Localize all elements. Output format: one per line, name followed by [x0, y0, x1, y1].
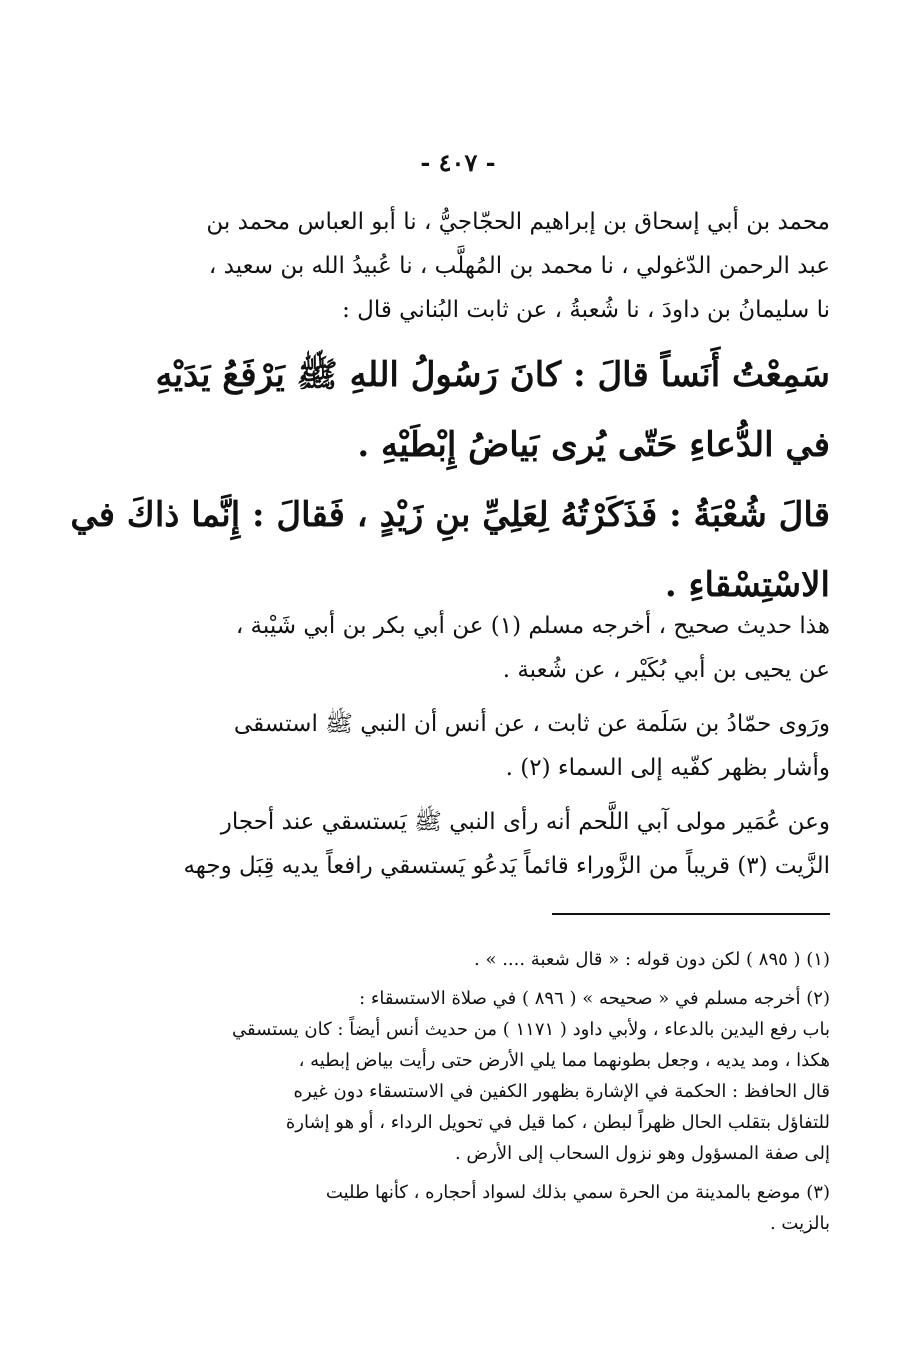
footnote-line: بالزيت .: [769, 1213, 830, 1234]
footnote-line: (٢) أخرجه مسلم في « صحيحه » ( ٨٩٦ ) في صلاة الاستسقاء :: [359, 988, 830, 1009]
hadith-line: سَمِعْتُ أَنَساً قالَ : كانَ رَسُولُ اللهِ ﷺ يَرْفَعُ يَدَيْهِ: [155, 355, 830, 395]
footnote-line: إلى صفة المسؤول وهو نزول السحاب إلى الأرض .: [454, 1143, 830, 1164]
hadith-line: قالَ شُعْبَةُ : فَذَكَرْتُهُ لِعَلِيِّ بنِ زَيْدٍ ، فَقالَ : إِنَّما ذاكَ في: [70, 495, 830, 535]
paragraph-line: ورَوى حمّادُ بن سَلَمة عن ثابت ، عن أنس أن النبي ﷺ استسقى: [233, 711, 830, 737]
footnote: [170, 944, 830, 975]
commentary: [170, 604, 830, 898]
paragraph: [170, 702, 830, 790]
isnad-line: محمد بن أبي إسحاق بن إبراهيم الحجّاجيُّ ، نا أبو العباس محمد بن: [206, 209, 830, 235]
footnote-line: باب رفع اليدين بالدعاء ، ولأبي داود ( ١١٧١ ) من حديث أنس أيضاً : كان يستسقي: [232, 1019, 830, 1040]
paragraph-line: عن يحيى بن أبي بُكَيْر ، عن شُعبة .: [502, 657, 830, 683]
paragraph: [170, 604, 830, 692]
footnote-line: (١) ( ٨٩٥ ) لكن دون قوله : « قال شعبة .... » .: [474, 949, 830, 970]
footnote-line: للتفاؤل بتقلب الحال ظهراً لبطن ، كما قيل في تحويل الرداء ، أو هو إشارة: [285, 1112, 830, 1133]
isnad-line: عبد الرحمن الدّغولي ، نا محمد بن المُهلَّب ، نا عُبيدُ الله بن سعيد ،: [208, 253, 830, 279]
footnotes: [170, 944, 830, 1247]
paragraph-line: وأشار بظهر كفّيه إلى السماء (٢) .: [505, 755, 830, 781]
paragraph-line: هذا حديث صحيح ، أخرجه مسلم (١) عن أبي بكر بن أبي شَيْبة ،: [235, 613, 830, 639]
footnote: [170, 1177, 830, 1239]
paragraph-line: وعن عُمَير مولى آبي اللَّحم أنه رأى النبي ﷺ يَستسقي عند أحجار: [220, 809, 830, 835]
footnote: [170, 983, 830, 1169]
page-number: - ٤٠٧ -: [420, 148, 496, 177]
hadith-line: في الدُّعاءِ حَتّى يُرى بَياضُ إِبْطَيْهِ .: [357, 425, 830, 465]
hadith-line: الاسْتِسْقاءِ .: [664, 565, 830, 605]
paragraph: [170, 800, 830, 888]
isnad-chain: [170, 200, 830, 332]
footnote-separator: [552, 913, 830, 915]
footnote-line: (٣) موضع بالمدينة من الحرة سمي بذلك لسواد أحجاره ، كأنها طليت: [325, 1182, 830, 1203]
footnote-line: قال الحافظ : الحكمة في الإشارة بظهور الكفين في الاستسقاء دون غيره: [293, 1081, 830, 1102]
hadith-text: [70, 340, 830, 620]
paragraph-line: الزَّيت (٣) قريباً من الزَّوراء قائماً يَدعُو يَستسقي رافعاً يديه قِبَل وجهه: [183, 853, 830, 879]
footnote-line: هكذا ، ومد يديه ، وجعل بطونهما مما يلي الأرض حتى رأيت بياض إبطيه ،: [298, 1050, 830, 1071]
isnad-line: نا سليمانُ بن داودَ ، نا شُعبةُ ، عن ثابت البُناني قال :: [342, 297, 830, 323]
